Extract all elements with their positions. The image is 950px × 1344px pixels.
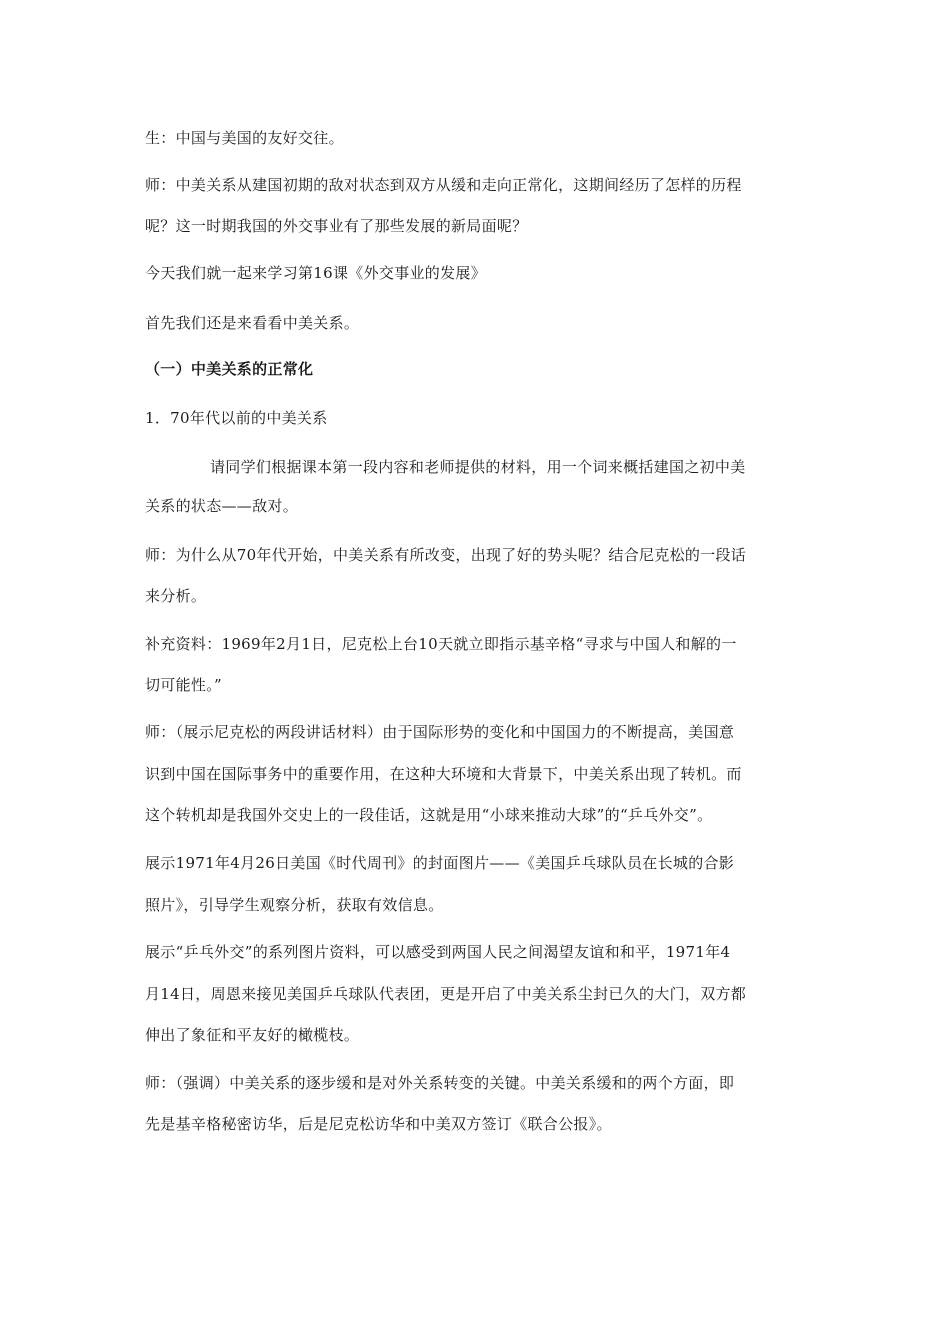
subsection-heading: 1．70年代以前的中美关系 [145, 409, 328, 427]
text-line: 展示“乒乓外交”的系列图片资料，可以感受到两国人民之间渴望友谊和和平，1971年4 [145, 943, 731, 961]
text-line: 这个转机却是我国外交史上的一段佳话，这就是用“小球来推动大球”的“乒乓外交”。 [145, 806, 713, 824]
text-line: 照片》，引导学生观察分析，获取有效信息。 [145, 896, 444, 914]
section-heading: （一）中美关系的正常化 [145, 360, 314, 378]
text-line: 识到中国在国际事务中的重要作用，在这种大环境和大背景下，中美关系出现了转机。而 [145, 765, 742, 783]
text-line: 关系的状态——敌对。 [145, 497, 299, 515]
text-line: 伸出了象征和平友好的橄榄枝。 [145, 1026, 360, 1044]
text-line: 切可能性。” [145, 676, 222, 694]
text-line: 今天我们就一起来学习第16课《外交事业的发展》 [145, 264, 486, 282]
text-line: 展示1971年4月26日美国《时代周刊》的封面图片——《美国乒乓球队员在长城的合影 [145, 854, 735, 872]
text-line: 师：中美关系从建国初期的敌对状态到双方从缓和走向正常化，这期间经历了怎样的历程 [145, 176, 742, 194]
text-line: 请同学们根据课本第一段内容和老师提供的材料，用一个词来概括建国之初中美 [210, 458, 746, 476]
text-line: 师：（展示尼克松的两段讲话材料）由于国际形势的变化和中国国力的不断提高，美国意 [145, 723, 735, 741]
text-line: 月14日，周恩来接见美国乒乓球队代表团，更是开启了中美关系尘封已久的大门，双方都 [145, 985, 747, 1003]
text-line: 先是基辛格秘密访华，后是尼克松访华和中美双方签订《联合公报》。 [145, 1115, 612, 1133]
text-line: 师：为什么从70年代开始，中美关系有所改变，出现了好的势头呢？结合尼克松的一段话 [145, 546, 747, 564]
text-line: 来分析。 [145, 587, 207, 605]
text-line: 师：（强调）中美关系的逐步缓和是对外关系转变的关键。中美关系缓和的两个方面，即 [145, 1074, 735, 1092]
text-line: 补充资料：1969年2月1日，尼克松上台10天就立即指示基辛格“寻求与中国人和解的一 [145, 635, 737, 653]
text-line: 呢？这一时期我国的外交事业有了那些发展的新局面呢？ [145, 217, 528, 235]
text-line: 首先我们还是来看看中美关系。 [145, 314, 360, 332]
text-line: 生：中国与美国的友好交往。 [145, 129, 344, 147]
